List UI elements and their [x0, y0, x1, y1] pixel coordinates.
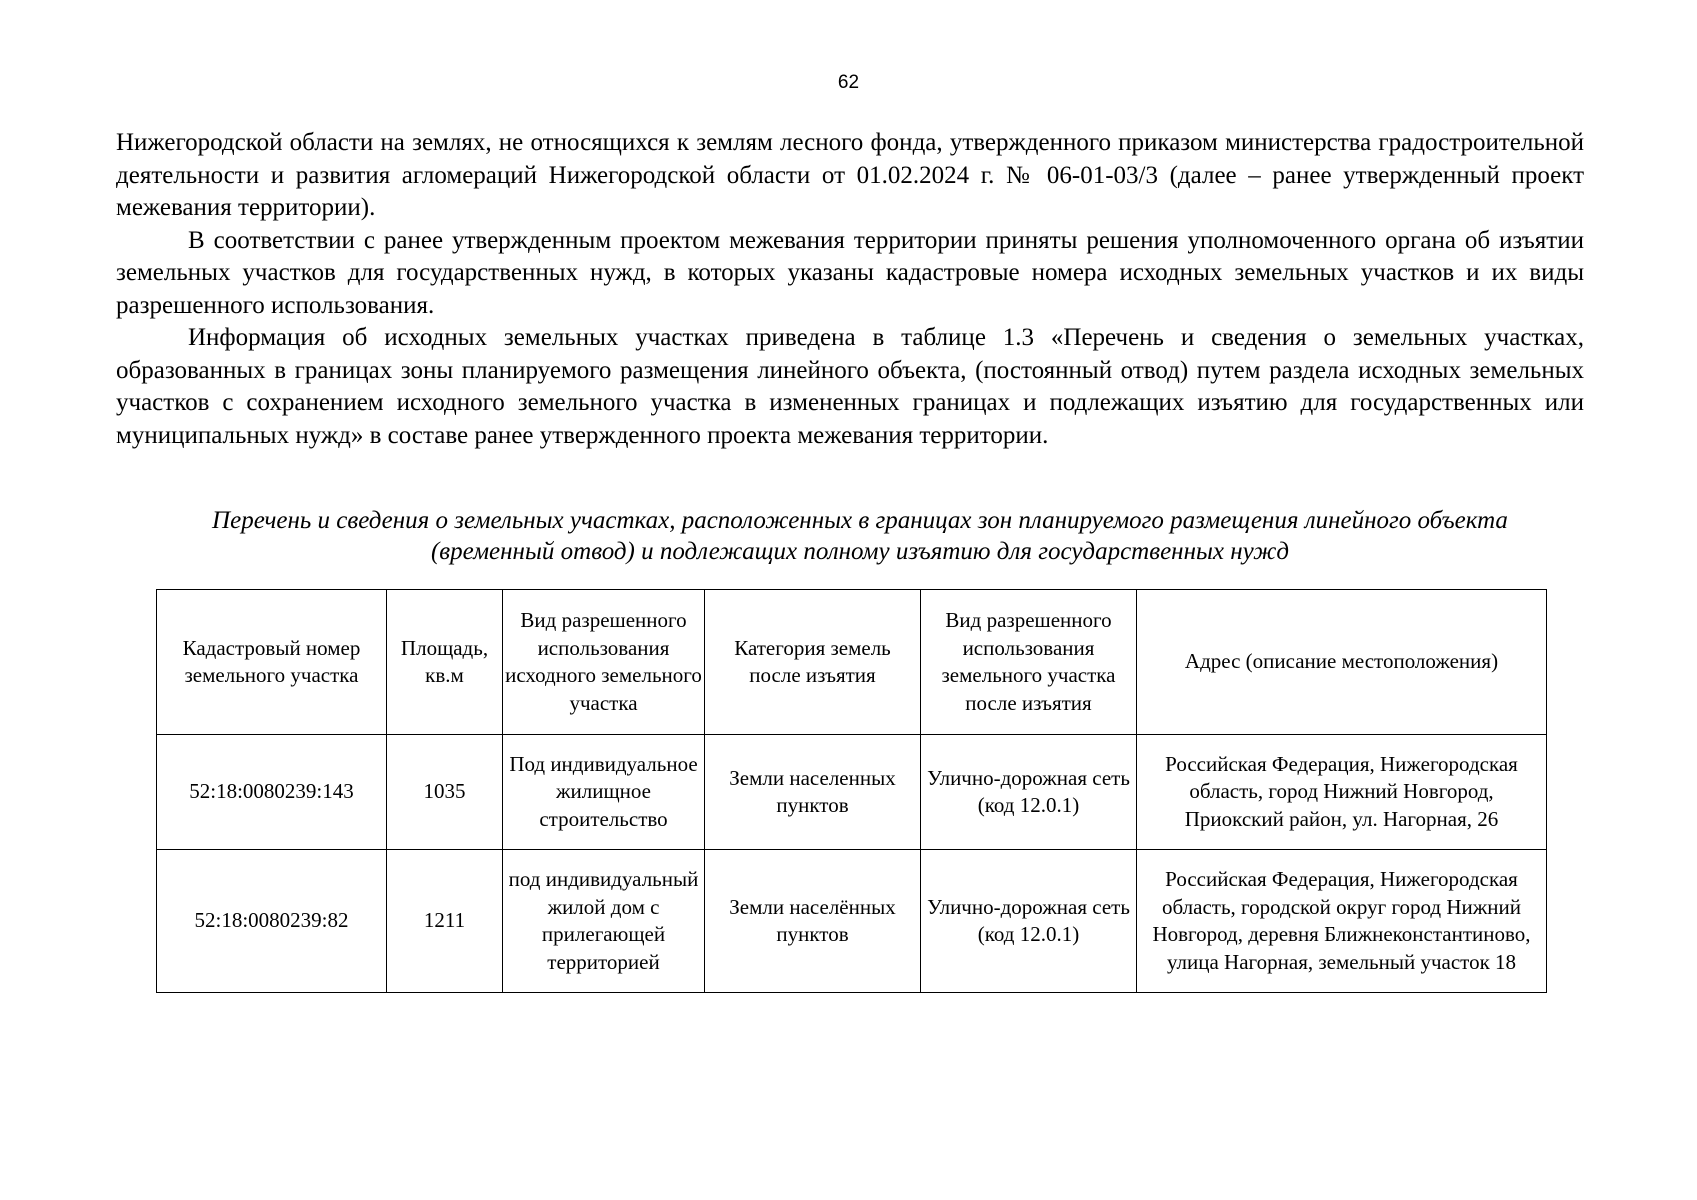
cell-category-after: Земли населенных пунктов	[705, 735, 921, 850]
table-caption: Перечень и сведения о земельных участках, расположенных в границах зон планируемого размещения линейного объекта (временный отвод) и подлежащих полному изъятию для государственных нужд	[212, 507, 1508, 565]
table-row	[157, 850, 1547, 993]
header-address: Адрес (описание местоположения)	[1137, 590, 1547, 735]
cell-cadastral-number: 52:18:0080239:82	[157, 850, 387, 993]
header-area: Площадь, кв.м	[387, 590, 503, 735]
cell-original-use: Под индивидуальное жилищное строительство	[503, 735, 705, 850]
page-number: 62	[837, 72, 860, 93]
cell-original-use: под индивидуальный жилой дом с прилегающей территорией	[503, 850, 705, 993]
cell-address: Российская Федерация, Нижегородская область, город Нижний Новгород, Приокский район, ул. Нагорная, 26	[1137, 735, 1547, 850]
header-category-after: Категория земель после изъятия	[705, 590, 921, 735]
header-use-after: Вид разрешенного использования земельного участка после изъятия	[921, 590, 1137, 735]
paragraph-table-reference: Информация об исходных земельных участках приведена в таблице 1.3 «Перечень и сведения о земельных участках, образованных в границах зоны планируемого размещения линейного объекта, (постоянный отвод) путем раздела исходных земельных участков с сохранением исходного земельного участка в измененных границах и подлежащих изъятию для государственных или муниципальных нужд» в составе ранее утвержденного проекта межевания территории.	[116, 324, 1584, 449]
paragraph-decisions: В соответствии с ранее утвержденным проектом межевания территории приняты решения уполномоченного органа об изъятии земельных участков для государственных нужд, в которых указаны кадастровые номера исходных земельных участков и их виды разрешенного использования.	[116, 226, 1584, 319]
cell-area: 1035	[387, 735, 503, 850]
land-parcels-table	[156, 589, 1547, 993]
cell-area: 1211	[387, 850, 503, 993]
table-header-row	[157, 590, 1547, 735]
cell-use-after: Улично-дорожная сеть (код 12.0.1)	[921, 850, 1137, 993]
cell-category-after: Земли населённых пунктов	[705, 850, 921, 993]
table-row	[157, 735, 1547, 850]
cell-address: Российская Федерация, Нижегородская область, городской округ город Нижний Новгород, деревня Ближнеконстантиново, улица Нагорная, земельный участок 18	[1137, 850, 1547, 993]
cell-cadastral-number: 52:18:0080239:143	[157, 735, 387, 850]
header-original-use: Вид разрешенного использования исходного земельного участка	[503, 590, 705, 735]
cell-use-after: Улично-дорожная сеть (код 12.0.1)	[921, 735, 1137, 850]
body-text	[116, 127, 1584, 452]
header-cadastral-number: Кадастровый номер земельного участка	[157, 590, 387, 735]
paragraph-continuation: Нижегородской области на землях, не относящихся к землям лесного фонда, утвержденного приказом министерства градостроительной деятельности и развития агломераций Нижегородской области от 01.02.2024 г. № 06-01-03/3 (далее – ранее утвержденный проект межевания территории).	[116, 129, 1584, 221]
